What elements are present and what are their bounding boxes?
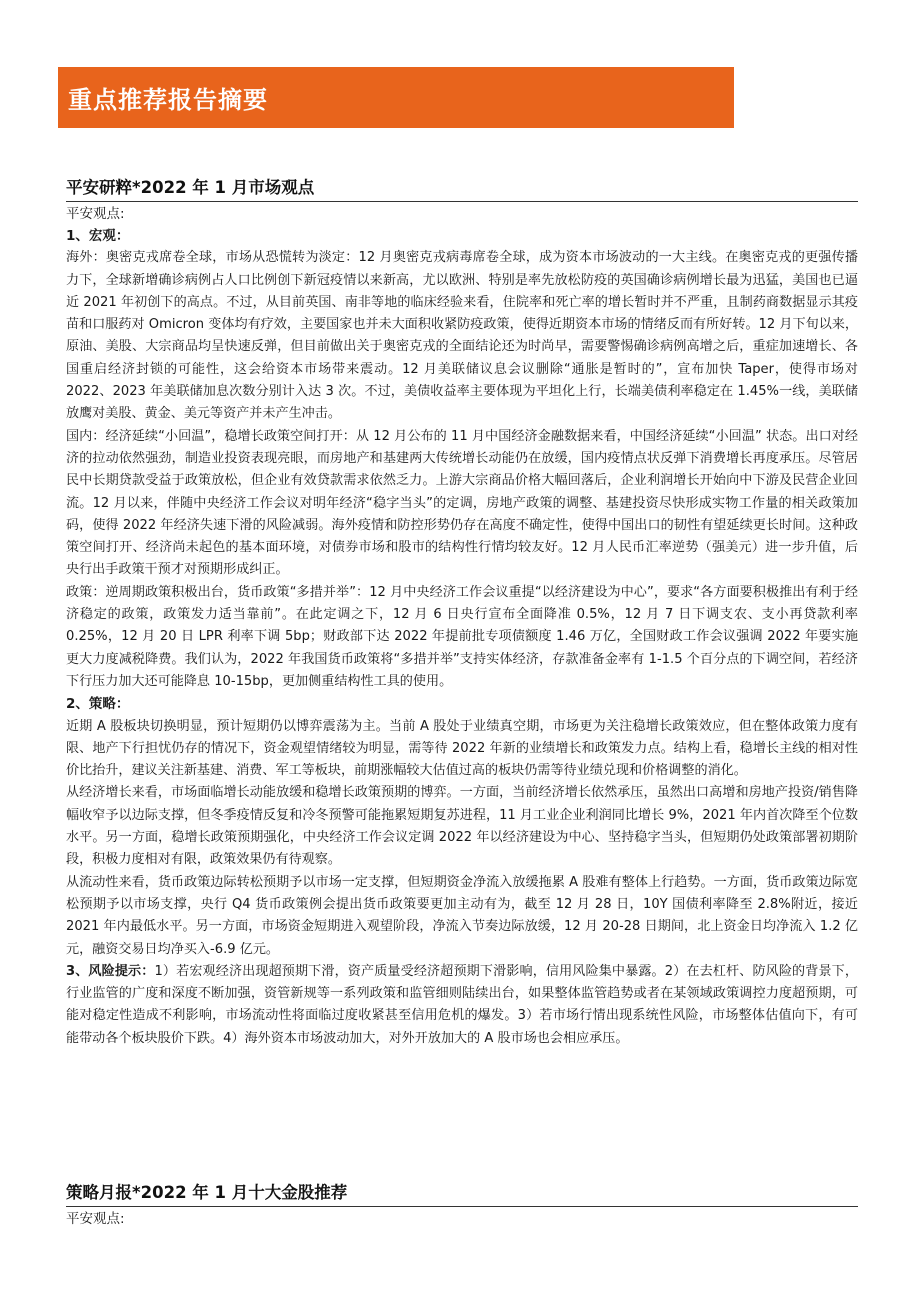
banner-title: 重点推荐报告摘要 [68, 86, 268, 114]
heading-risk: 3、风险提示： [66, 963, 155, 979]
section-title: 平安研粹*2022 年 1 月市场观点 [66, 178, 315, 197]
section-divider [66, 201, 858, 202]
section-divider-2 [66, 1206, 858, 1207]
paragraph-strategy-2: 从经济增长来看，市场面临增长动能放缓和稳增长政策预期的博弈。一方面，当前经济增长依然承压，虽然出口高增和房地产投资/销售降幅收窄予以边际支撑，但冬季疫情反复和冷冬预警可能拖累短期复苏进程，11 月工业企业利润同比增长 9%，2021 年内首次降至个位数水平。另一方面，稳增长政策预期强化，中央经济工作会议定调 2022 年以经济建设为中心、坚持稳字当头，但短期仍处政策部署初期阶段，积极力度相对有限，政策效果仍有待观察。 [66, 785, 858, 868]
paragraph-domestic: 国内：经济延续“小回温”，稳增长政策空间打开：从 12 月公布的 11 月中国经济金融数据来看，中国经济延续“小回温” 状态。出口对经济的拉动依然强劲，制造业投资表现亮眼，而房地产和基建两大传统增长动能仍在放缓，国内疫情点状反弹下消费增长再度承压。尽管居民中长期贷款受益于政策放松，但企业有效贷款需求依然乏力。上游大宗商品价格大幅回落后，企业利润增长开始向中下游及民营企业回流。12 月以来，伴随中央经济工作会议对明年经济“稳字当头”的定调，房地产政策的调整、基建投资尽快形成实物工作量的相关政策加码，使得 2022 年经济失速下滑的风险减弱。海外疫情和防控形势仍存在高度不确定性，使得中国出口的韧性有望延续更长时间。这种政策空间打开、经济尚未起色的基本面环境，对债券市场和股市的结构性行情均较友好。12 月人民币汇率逆势（强美元）进一步升值，后央行出手政策干预才对预期形成纠正。 [66, 428, 858, 578]
paragraph-overseas: 海外：奥密克戎席卷全球，市场从恐慌转为淡定：12 月奥密克戎病毒席卷全球，成为资本市场波动的一大主线。在奥密克戎的更强传播力下，全球新增确诊病例占人口比例创下新冠疫情以来新高，尤以欧洲、特别是率先放松防疫的英国确诊病例增长最为迅猛，美国也已逼近 2021 年初创下的高点。不过，从目前英国、南非等地的临床经验来看，住院率和死亡率的增长暂时并不严重，且制药商数据显示其疫苗和口服药对 Omicron 变体均有疗效，主要国家也并未大面积收紧防疫政策，使得近期资本市场的情绪反而有所好转。12 月下旬以来，原油、美股、大宗商品均呈快速反弹，但目前做出关于奥密克戎的全面结论还为时尚早，需要警惕确诊病例高增之后，重症加速增长、各国重启经济封锁的可能性，这会给资本市场带来震动。12 月美联储议息会议删除“通胀是暂时的”，宣布加快 Taper，使得市场对 2022、2023 年美联储加息次数分别计入达 3 次。不过，美债收益率主要体现为平坦化上行，长端美债利率稳定在 1.45%一线，美联储放鹰对美股、黄金、美元等资产并未产生冲击。 [66, 250, 858, 422]
heading-strategy: 2、策略： [66, 696, 130, 713]
paragraph-risk [66, 961, 858, 1050]
paragraph-strategy-3: 从流动性来看，货币政策边际转松预期予以市场一定支撑，但短期资金净流入放缓拖累 A 股难有整体上行趋势。一方面，货币政策边际宽松预期予以市场支撑，央行 Q4 货币政策例会提出货币政策要更加主动有为，截至 12 月 28 日，10Y 国债利率降至 2.8%附近，接近 2021 年内最低水平。另一方面，市场资金短期进入观望阶段，净流入节奏边际放缓，12 月 20-28 日期间，北上资金日均净流入 1.2 亿元，融资交易日均净买入-6.9 亿元。 [66, 874, 858, 957]
report-summary-banner [58, 67, 734, 128]
section-subhead-2: 平安观点: [66, 1211, 125, 1227]
paragraph-policy: 政策：逆周期政策积极出台，货币政策“多措并举”：12 月中央经济工作会议重提“以经济建设为中心”，要求“各方面要积极推出有利于经济稳定的政策，政策发力适当靠前”。在此定调之下，12 月 6 日央行宣布全面降准 0.5%，12 月 7 日下调支农、支小再贷款利率 0.25%，12 月 20 日 LPR 利率下调 5bp；财政部下达 2022 年提前批专项债额度 1.46 万亿，全国财政工作会议强调 2022 年要实施更大力度减税降费。我们认为，2022 年我国货币政策将“多措并举”支持实体经济，存款准备金率有 1-1.5 个百分点的下调空间，若经济下行压力加大还可能降息 10-15bp，更加侧重结构性工具的使用。 [66, 584, 858, 689]
section-monthly-picks [66, 1183, 858, 1230]
paragraph-strategy-1: 近期 A 股板块切换明显，预计短期仍以博弈震荡为主。当前 A 股处于业绩真空期，市场更为关注稳增长政策效应，但在整体政策力度有限、地产下行担忧仍存的情况下，资金观望情绪较为明显，需等待 2022 年新的业绩增长和政策发力点。结构上看，稳增长主线的相对性价比抬升，建议关注新基建、消费、军工等板块，前期涨幅较大估值过高的板块仍需等待业绩兑现和价格调整的消化。 [66, 718, 858, 779]
section-title-2: 策略月报*2022 年 1 月十大金股推荐 [66, 1183, 348, 1202]
heading-macro: 1、宏观： [66, 228, 130, 244]
section-market-view [66, 178, 858, 1050]
risk-text: 1）若宏观经济出现超预期下滑，资产质量受经济超预期下滑影响，信用风险集中暴露。2）在去杠杆、防风险的背景下，行业监管的广度和深度不断加强，资管新规等一系列政策和监管细则陆续出台，如果整体监管趋势或者在某领域政策调控力度超预期，可能对稳定性造成不利影响，市场流动性将面临过度收紧甚至信用危机的爆发。3）若市场行情出现系统性风险，市场整体估值向下，有可能带动各个板块股价下跌。4）海外资本市场波动加大，对外开放加大的 A 股市场也会相应承压。 [66, 963, 858, 1046]
section-subhead: 平安观点: [66, 206, 125, 222]
